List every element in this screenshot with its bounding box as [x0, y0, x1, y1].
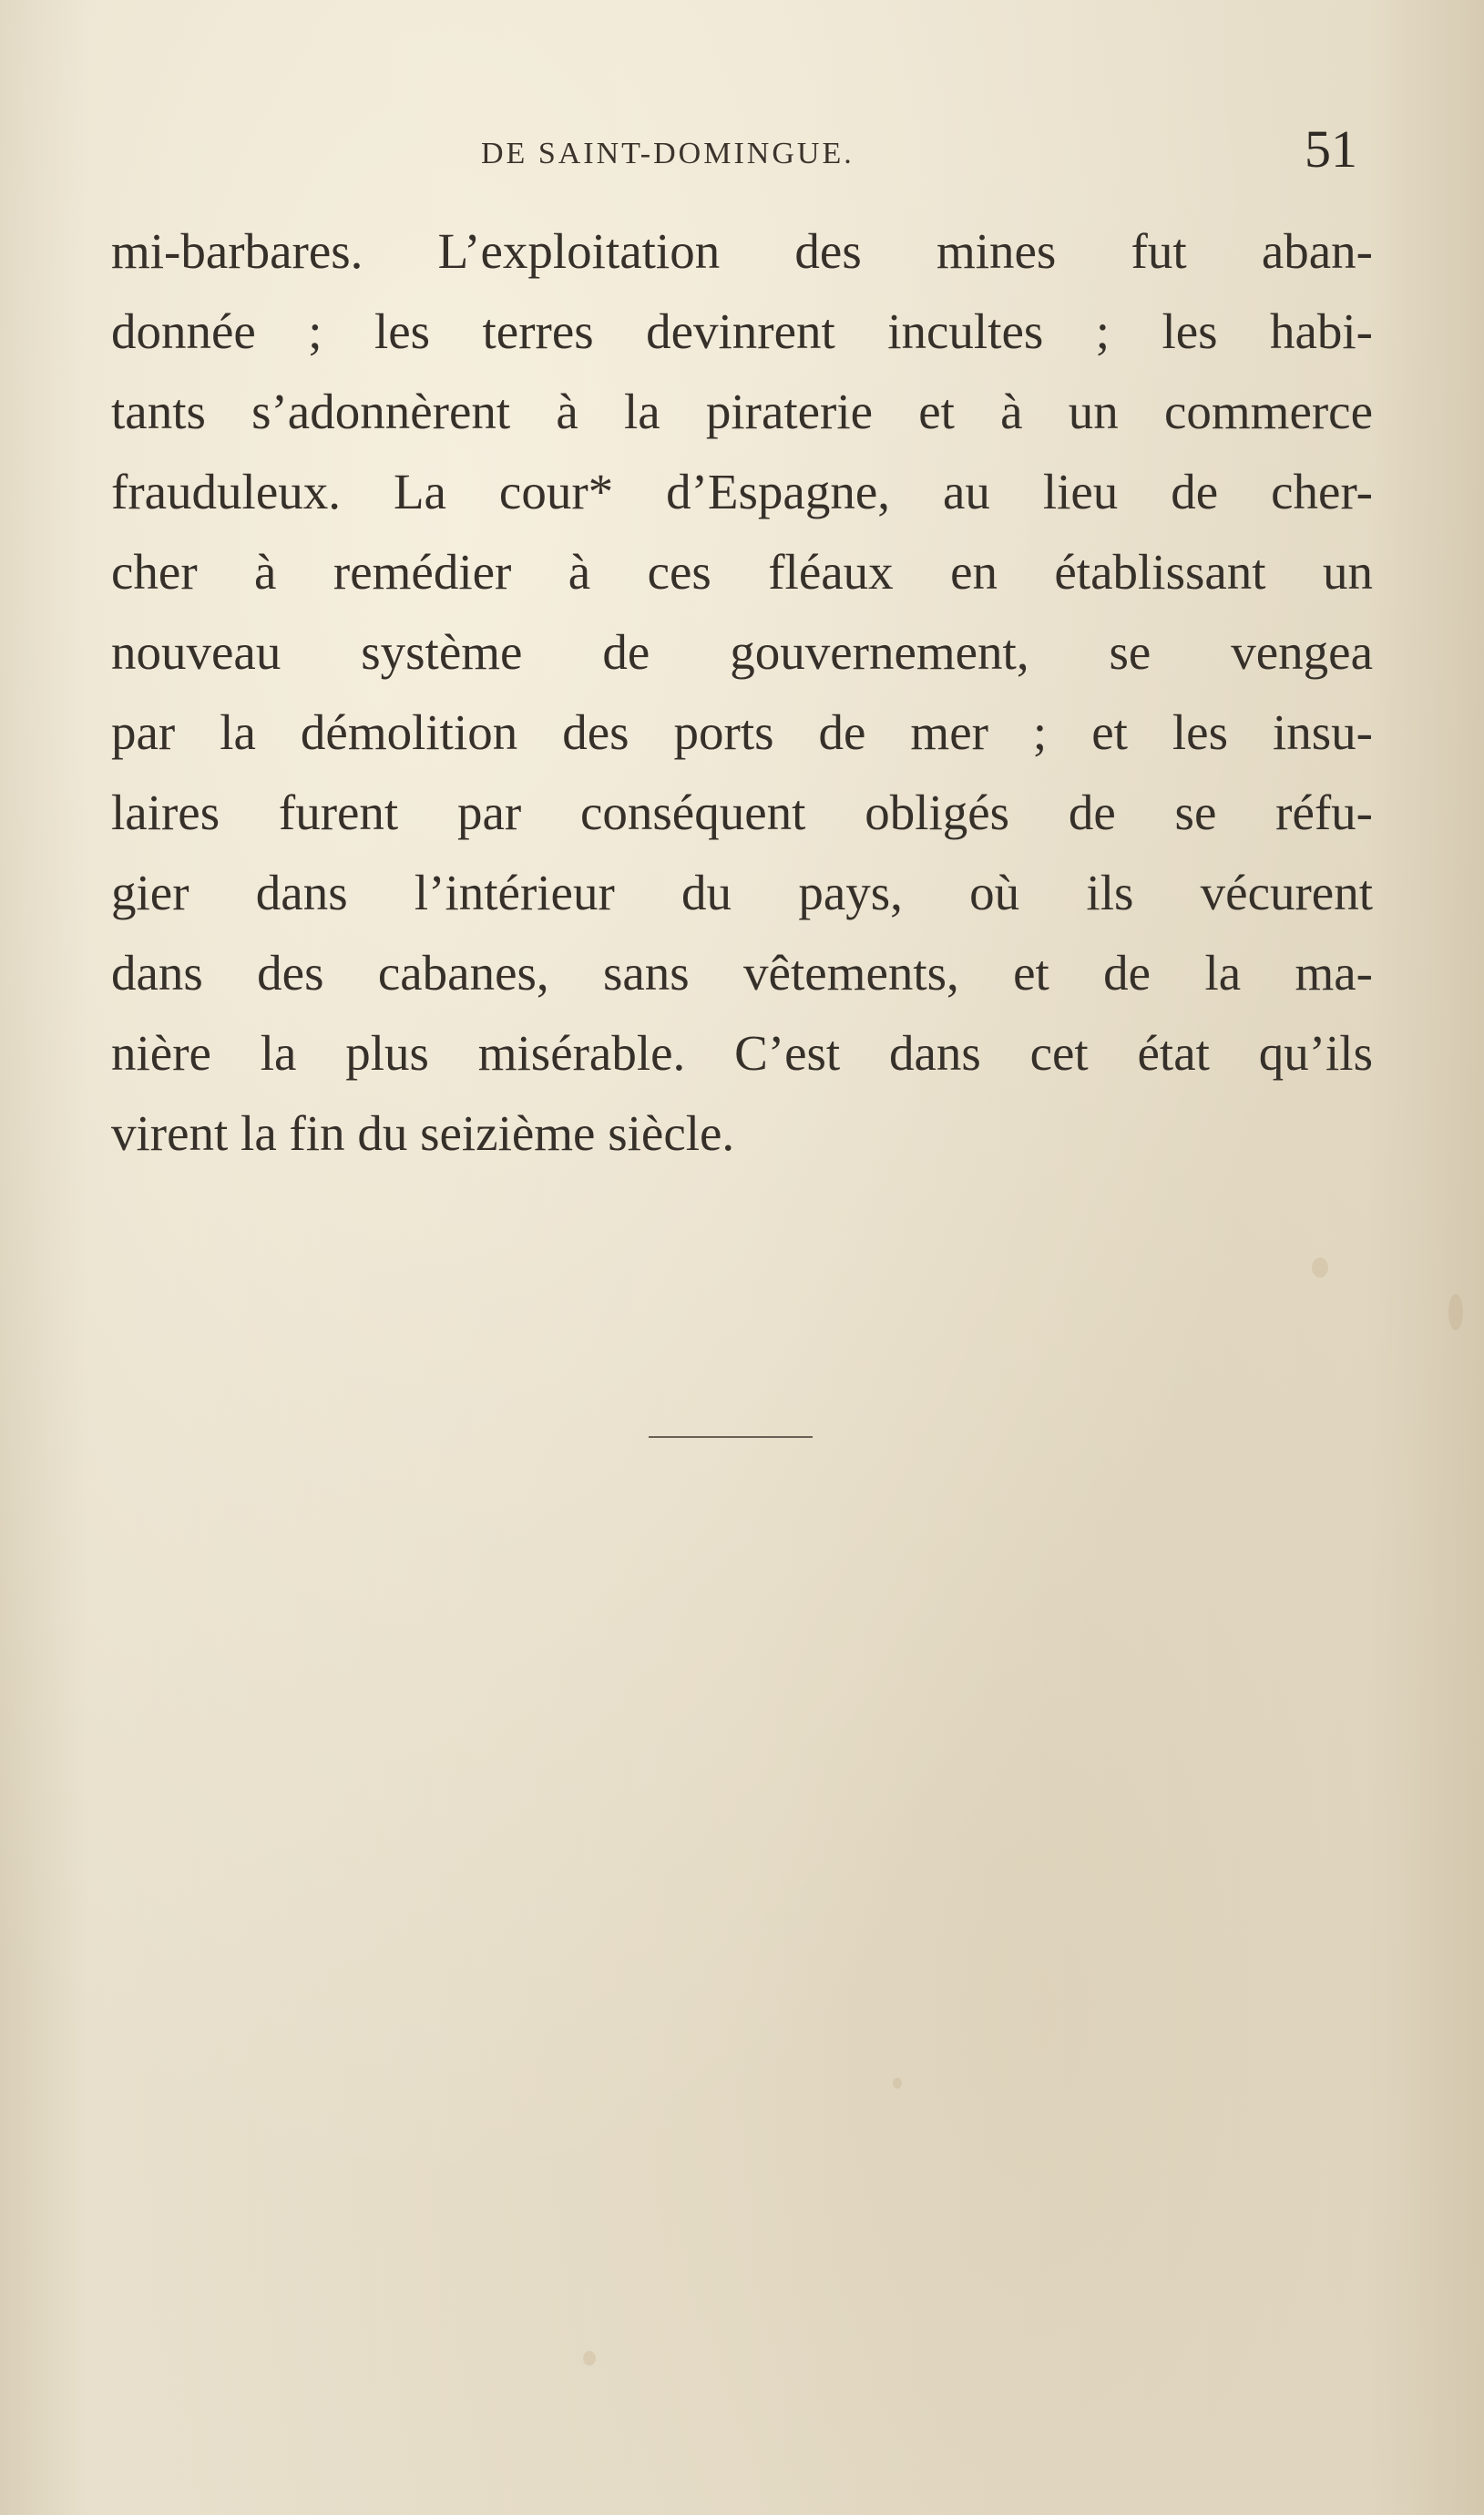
- text-line: nouveau système de gouvernement, se vengea: [111, 624, 1373, 680]
- text-line: mi-barbares. L’exploitation des mines fut aban-: [111, 223, 1373, 279]
- paper-stain: [893, 2078, 902, 2089]
- text-line: nière la plus misérable. C’est dans cet état qu’ils: [111, 1025, 1373, 1081]
- text-line: cher à remédier à ces fléaux en établissant un: [111, 544, 1373, 600]
- text-line: par la démolition des ports de mer ; et les insu-: [111, 704, 1373, 760]
- page-number: 51: [1305, 119, 1357, 179]
- text-line: dans des cabanes, sans vêtements, et de la ma-: [111, 945, 1373, 1001]
- paper-stain: [1448, 1294, 1463, 1330]
- page-header: [0, 117, 1484, 190]
- body-text: [111, 211, 1373, 1174]
- text-line: laires furent par conséquent obligés de se réfu-: [111, 785, 1373, 840]
- bleed-through-text: [100, 1157, 1376, 1471]
- text-line: frauduleux. La cour* d’Espagne, au lieu de cher-: [111, 464, 1373, 519]
- section-divider: [649, 1436, 813, 1438]
- text-line: donnée ; les terres devinrent incultes ; les habi-: [111, 303, 1373, 359]
- text-line: tants s’adonnèrent à la piraterie et à un commerce: [111, 384, 1373, 439]
- paper-stain: [583, 2351, 596, 2366]
- text-line: virent la fin du seizième siècle.: [111, 1105, 735, 1161]
- text-line: gier dans l’intérieur du pays, où ils vécurent: [111, 865, 1373, 920]
- running-head: DE SAINT-DOMINGUE.: [481, 137, 855, 170]
